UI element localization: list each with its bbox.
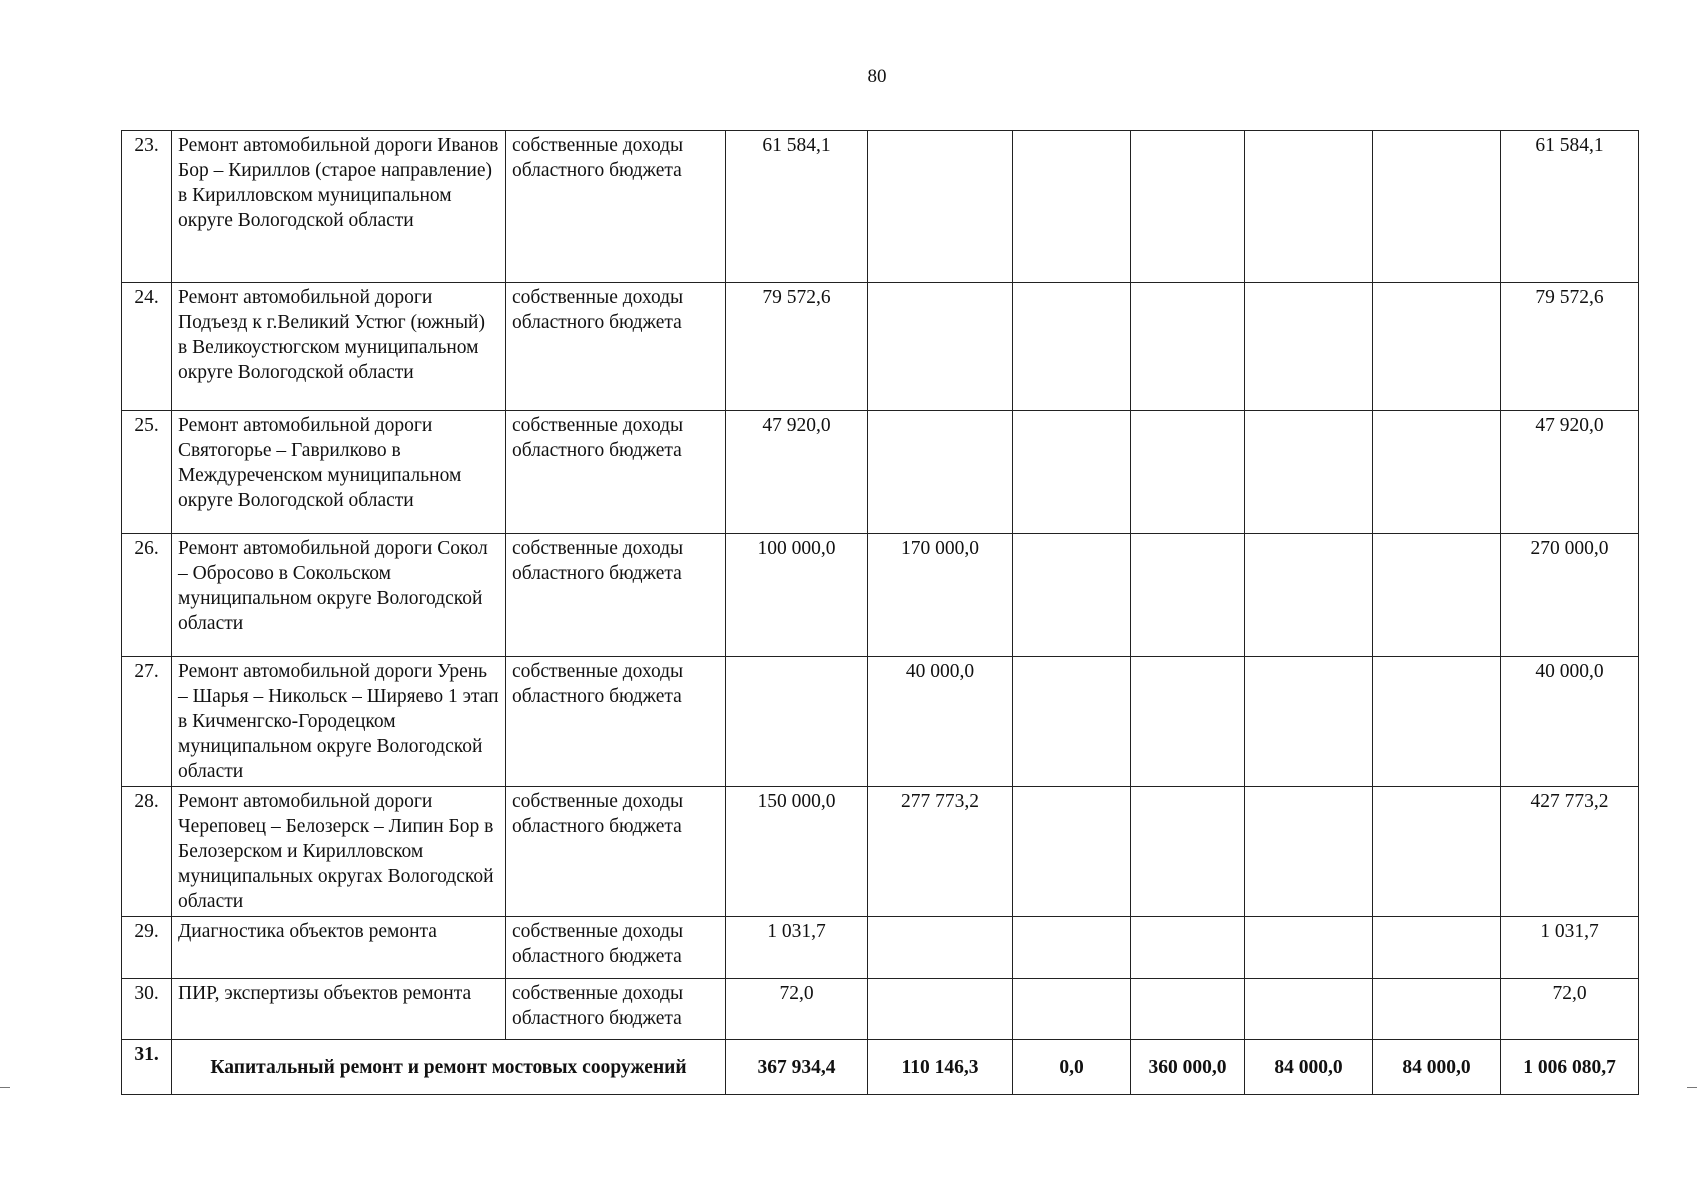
row-value (868, 979, 1013, 1040)
row-value (1013, 917, 1131, 979)
row-value (1131, 657, 1245, 787)
table-row (122, 917, 1639, 979)
row-total: 72,0 (1501, 979, 1639, 1040)
row-value (1245, 534, 1373, 657)
summary-value: 0,0 (1013, 1040, 1131, 1095)
row-funding-source: собственные доходы областного бюджета (506, 131, 726, 283)
table-row (122, 131, 1639, 283)
summary-value: 84 000,0 (1245, 1040, 1373, 1095)
row-value (868, 917, 1013, 979)
summary-value: 110 146,3 (868, 1040, 1013, 1095)
row-value (1013, 979, 1131, 1040)
row-number: 26. (122, 534, 172, 657)
row-value (1245, 283, 1373, 411)
row-value (1013, 283, 1131, 411)
row-value (1131, 787, 1245, 917)
row-value: 1 031,7 (726, 917, 868, 979)
row-value (1373, 283, 1501, 411)
row-value: 79 572,6 (726, 283, 868, 411)
table-row (122, 657, 1639, 787)
row-name: Ремонт автомобильной дороги Сокол – Обросово в Сокольском муниципальном округе Вологодской области (172, 534, 506, 657)
table-row (122, 979, 1639, 1040)
summary-total: 1 006 080,7 (1501, 1040, 1639, 1095)
row-value (1373, 131, 1501, 283)
row-funding-source: собственные доходы областного бюджета (506, 411, 726, 534)
row-value (1373, 534, 1501, 657)
summary-value: 367 934,4 (726, 1040, 868, 1095)
row-name: ПИР, экспертизы объектов ремонта (172, 979, 506, 1040)
row-total: 270 000,0 (1501, 534, 1639, 657)
row-value: 170 000,0 (868, 534, 1013, 657)
row-name: Диагностика объектов ремонта (172, 917, 506, 979)
table-row (122, 411, 1639, 534)
table-row (122, 534, 1639, 657)
row-value (1131, 917, 1245, 979)
row-funding-source: собственные доходы областного бюджета (506, 657, 726, 787)
row-value: 40 000,0 (868, 657, 1013, 787)
row-number: 25. (122, 411, 172, 534)
row-value (1131, 283, 1245, 411)
row-value (868, 411, 1013, 534)
row-total: 1 031,7 (1501, 917, 1639, 979)
summary-number: 31. (122, 1040, 172, 1095)
row-value (1013, 657, 1131, 787)
row-funding-source: собственные доходы областного бюджета (506, 979, 726, 1040)
row-value (1373, 787, 1501, 917)
summary-value: 84 000,0 (1373, 1040, 1501, 1095)
table-body (122, 131, 1639, 1095)
row-number: 28. (122, 787, 172, 917)
row-value (868, 283, 1013, 411)
summary-name: Капитальный ремонт и ремонт мостовых сооружений (172, 1040, 726, 1095)
row-value (726, 657, 868, 787)
row-name: Ремонт автомобильной дороги Череповец – Белозерск – Липин Бор в Белозерском и Кирилловском муниципальных округах Вологодской области (172, 787, 506, 917)
row-value (1245, 979, 1373, 1040)
row-value (1245, 917, 1373, 979)
budget-table (121, 130, 1639, 1095)
row-value: 100 000,0 (726, 534, 868, 657)
row-value (868, 131, 1013, 283)
row-number: 29. (122, 917, 172, 979)
row-value: 47 920,0 (726, 411, 868, 534)
row-value: 277 773,2 (868, 787, 1013, 917)
row-value (1245, 787, 1373, 917)
row-number: 30. (122, 979, 172, 1040)
row-value (1245, 131, 1373, 283)
row-name: Ремонт автомобильной дороги Иванов Бор – Кириллов (старое направление) в Кирилловском муниципальном округе Вологодской области (172, 131, 506, 283)
row-value (1373, 917, 1501, 979)
row-value: 150 000,0 (726, 787, 868, 917)
row-value: 72,0 (726, 979, 868, 1040)
row-value (1373, 657, 1501, 787)
row-total: 427 773,2 (1501, 787, 1639, 917)
table-row (122, 283, 1639, 411)
row-funding-source: собственные доходы областного бюджета (506, 283, 726, 411)
row-name: Ремонт автомобильной дороги Святогорье – Гаврилково в Междуреченском муниципальном округе Вологодской области (172, 411, 506, 534)
row-number: 27. (122, 657, 172, 787)
row-value (1373, 411, 1501, 534)
row-value (1131, 131, 1245, 283)
row-value (1013, 534, 1131, 657)
row-value (1131, 979, 1245, 1040)
row-funding-source: собственные доходы областного бюджета (506, 534, 726, 657)
row-value: 61 584,1 (726, 131, 868, 283)
row-value (1013, 787, 1131, 917)
row-value (1131, 534, 1245, 657)
row-name: Ремонт автомобильной дороги Подъезд к г.Великий Устюг (южный) в Великоустюгском муниципальном округе Вологодской области (172, 283, 506, 411)
row-number: 24. (122, 283, 172, 411)
row-total: 40 000,0 (1501, 657, 1639, 787)
row-total: 79 572,6 (1501, 283, 1639, 411)
edge-mark-left (0, 1087, 10, 1088)
row-value (1245, 411, 1373, 534)
row-name: Ремонт автомобильной дороги Урень – Шарья – Никольск – Ширяево 1 этап в Кичменгско-Городецком муниципальном округе Вологодской области (172, 657, 506, 787)
summary-row (122, 1040, 1639, 1095)
edge-mark-right (1687, 1087, 1697, 1088)
row-value (1373, 979, 1501, 1040)
row-value (1131, 411, 1245, 534)
table-row (122, 787, 1639, 917)
page-number: 80 (867, 66, 887, 87)
row-funding-source: собственные доходы областного бюджета (506, 787, 726, 917)
row-value (1013, 411, 1131, 534)
row-value (1245, 657, 1373, 787)
row-total: 47 920,0 (1501, 411, 1639, 534)
row-number: 23. (122, 131, 172, 283)
row-value (1013, 131, 1131, 283)
summary-value: 360 000,0 (1131, 1040, 1245, 1095)
row-total: 61 584,1 (1501, 131, 1639, 283)
row-funding-source: собственные доходы областного бюджета (506, 917, 726, 979)
